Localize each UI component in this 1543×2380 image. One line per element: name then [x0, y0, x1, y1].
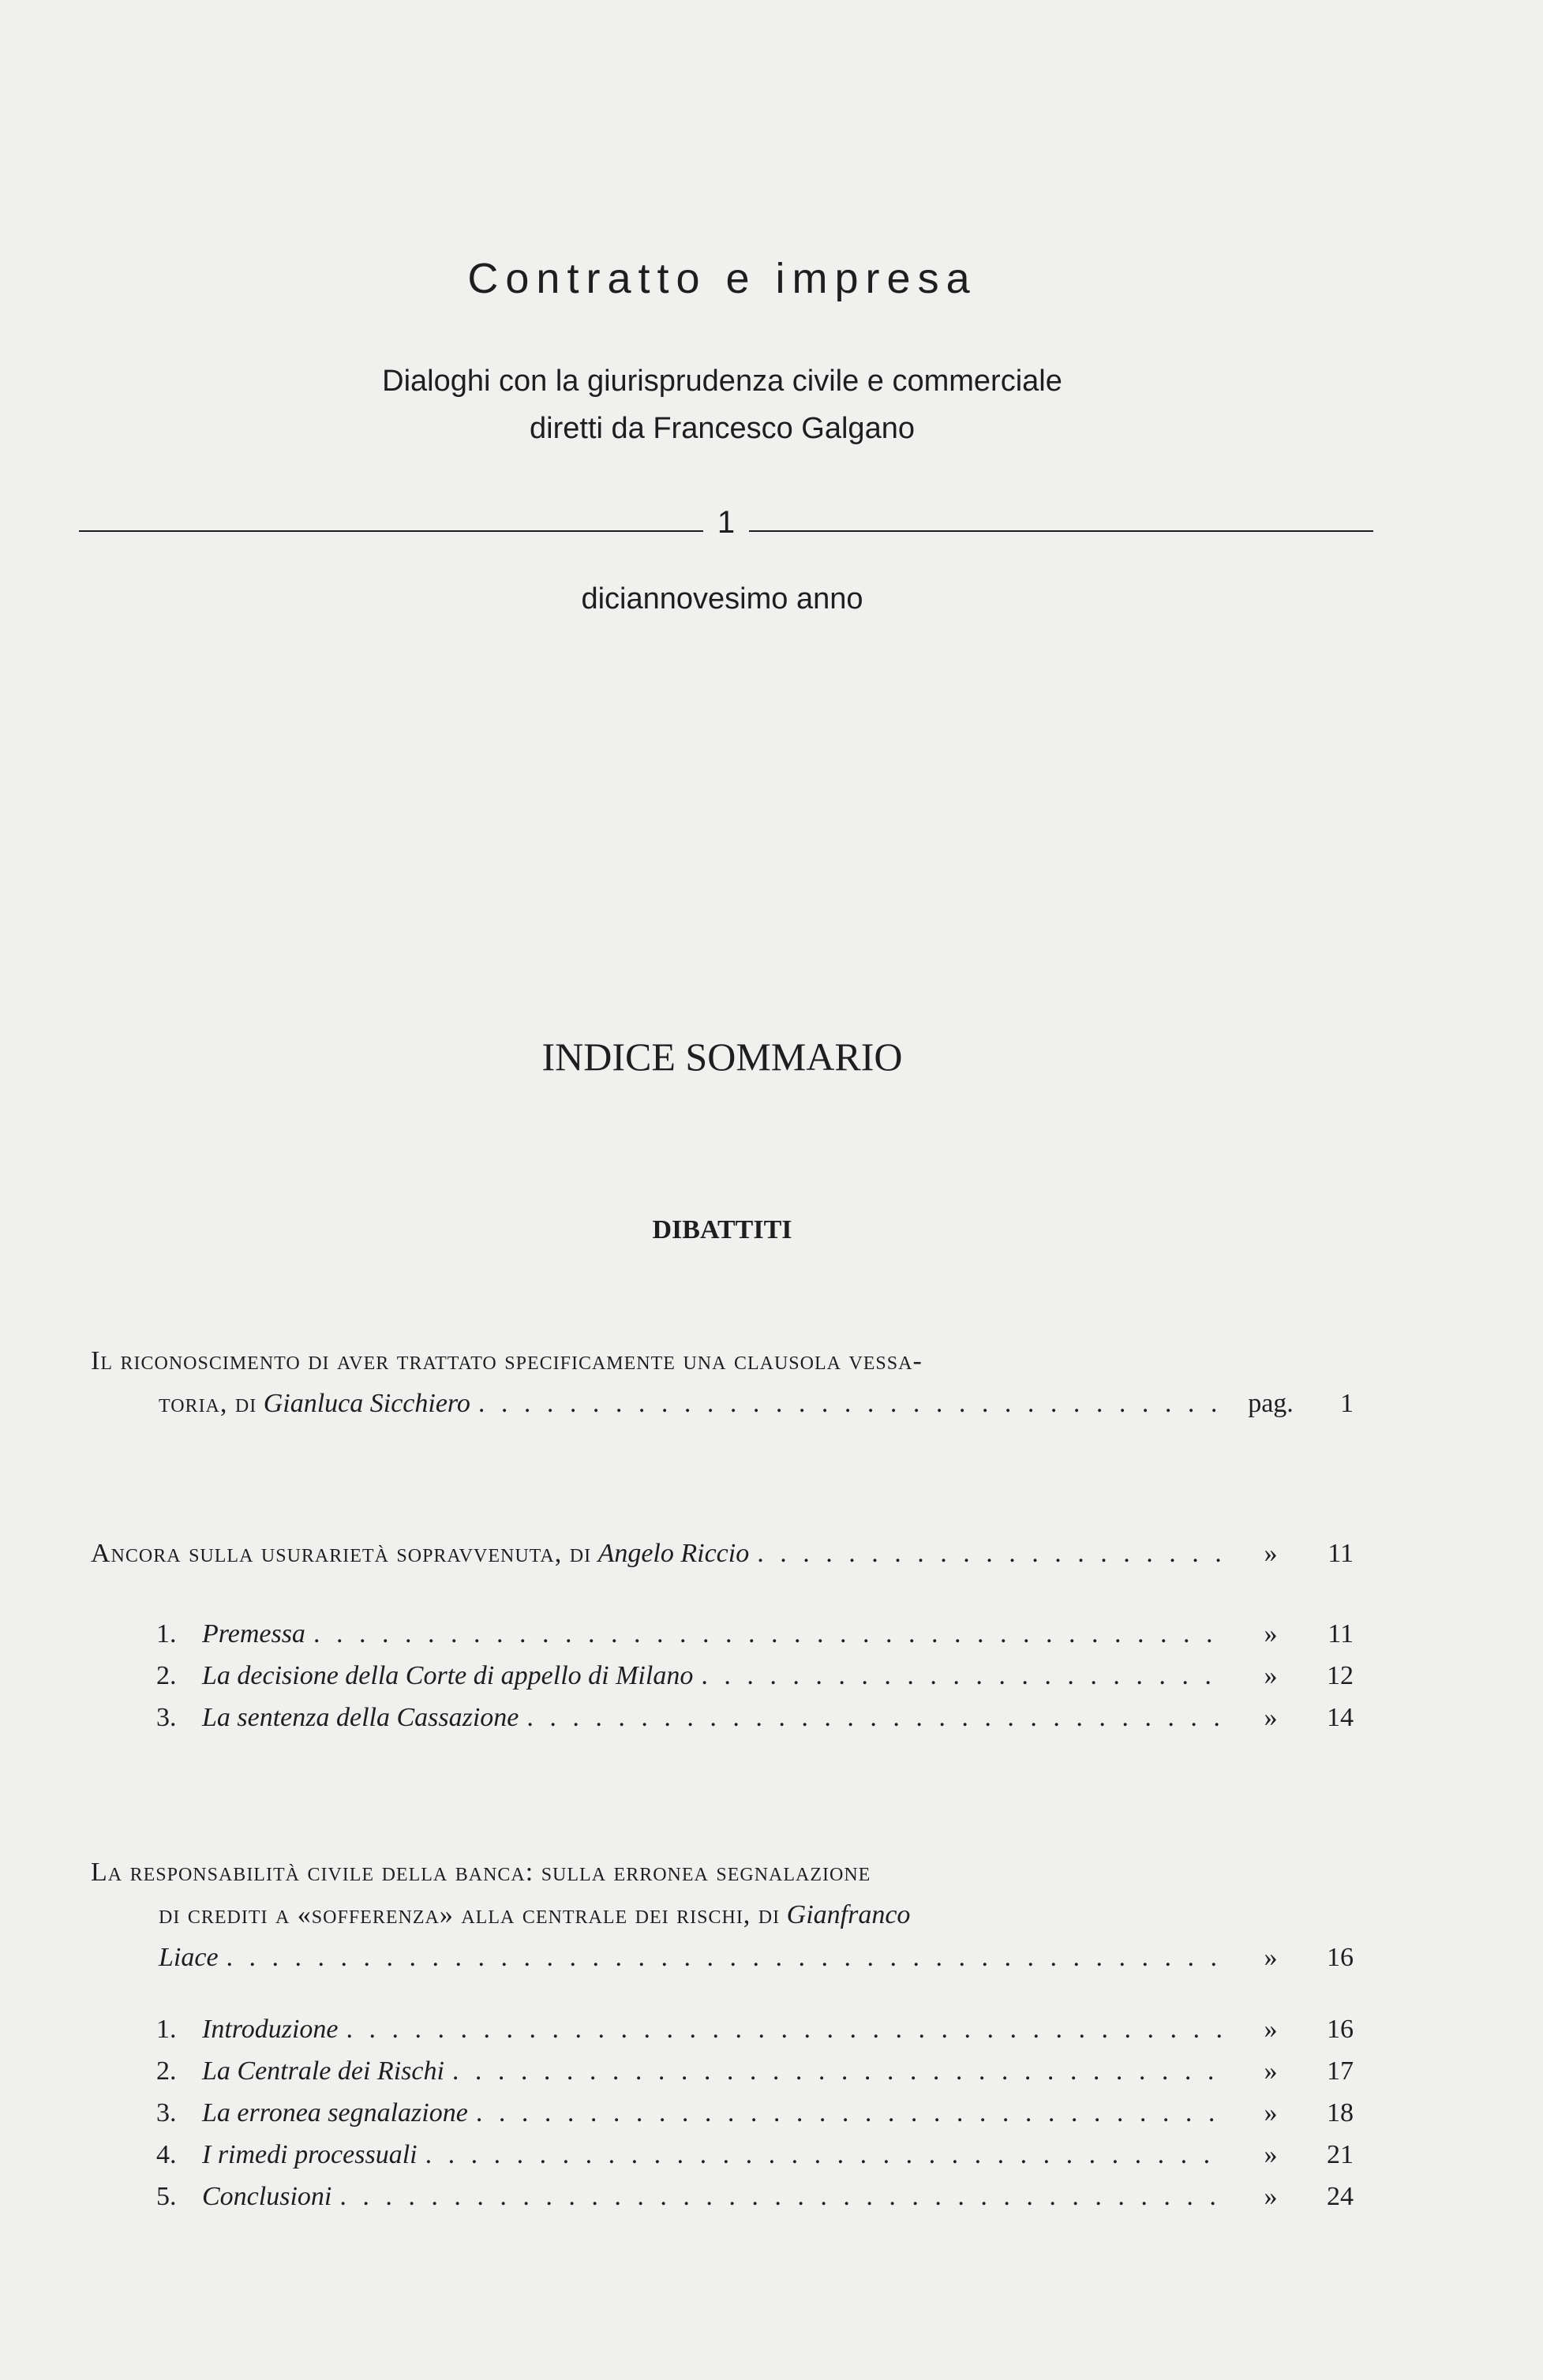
section-title: Introduzione: [202, 2015, 339, 2044]
journal-subtitle: Dialoghi con la giurisprudenza civile e commerciale: [382, 365, 1062, 398]
entry-title-continued: di crediti a «sofferenza» alla centrale dei rischi, di: [159, 1900, 781, 1929]
section-list: [156, 2015, 1354, 2224]
page-number: 16: [1327, 2015, 1354, 2044]
page-label: pag.: [1248, 1389, 1294, 1418]
page-mark: »: [1264, 2098, 1278, 2127]
dot-leader: [478, 1383, 1227, 1425]
section-title: La erronea segnalazione: [202, 2098, 468, 2127]
dot-leader: [313, 1619, 1227, 1649]
issue-divider: [79, 505, 1373, 541]
page-number: 21: [1327, 2140, 1354, 2169]
section-number: 3.: [156, 1703, 177, 1732]
section-number: 5.: [156, 2182, 177, 2211]
entry-author: Gianluca Sicchiero: [263, 1389, 470, 1418]
page-number: 24: [1327, 2182, 1354, 2211]
entry-author: Angelo Riccio: [597, 1539, 750, 1568]
toc-section-row: [156, 2056, 1354, 2098]
section-title: Premessa: [202, 1619, 305, 1648]
divider-rule-right: [749, 530, 1373, 532]
entry-title: La responsabilità civile della banca: sulla erronea segnalazione: [91, 1858, 871, 1887]
section-number: 2.: [156, 2056, 177, 2086]
page-mark: »: [1264, 2015, 1278, 2044]
toc-entry: [91, 1340, 1354, 1425]
year-label: diciannovesimo anno: [581, 582, 863, 616]
section-number: 3.: [156, 2098, 177, 2127]
entry-title: Il riconoscimento di aver trattato specificamente una clausola vessa-: [91, 1346, 923, 1375]
toc-section-row: [156, 2015, 1354, 2056]
page-number: 1: [1340, 1389, 1354, 1418]
page-number: 12: [1327, 1661, 1354, 1690]
dot-leader: [452, 2056, 1227, 2086]
section-number: 1.: [156, 2015, 177, 2044]
page-mark: »: [1264, 1703, 1278, 1732]
section-list: [156, 1619, 1354, 1745]
section-heading: DIBATTITI: [652, 1215, 792, 1244]
page-number: 18: [1327, 2098, 1354, 2127]
section-number: 1.: [156, 1619, 177, 1648]
entry-title-continued: toria, di: [159, 1389, 257, 1418]
toc-section-row: [156, 1703, 1354, 1745]
entry-title: Ancora sulla usurarietà sopravvenuta, di: [91, 1539, 592, 1568]
issue-number: 1: [717, 505, 736, 540]
divider-rule-left: [79, 530, 703, 532]
toc-section-row: [156, 1661, 1354, 1703]
section-title: La sentenza della Cassazione: [202, 1703, 519, 1732]
toc-entry: [91, 1851, 1354, 1979]
dot-leader: [425, 2140, 1227, 2170]
index-heading: INDICE SOMMARIO: [541, 1035, 903, 1079]
page-mark: »: [1264, 1619, 1278, 1648]
page-mark: »: [1264, 2182, 1278, 2211]
dot-leader: [346, 2015, 1227, 2045]
dot-leader: [227, 1937, 1227, 1979]
dot-leader: [757, 1532, 1227, 1575]
toc-entry: [91, 1532, 1354, 1575]
journal-title: Contratto e impresa: [467, 255, 977, 302]
dot-leader: [339, 2182, 1227, 2212]
page-number: 11: [1328, 1619, 1354, 1648]
page-mark: »: [1264, 1661, 1278, 1690]
page-mark: »: [1264, 2140, 1278, 2169]
page-mark: »: [1264, 2056, 1278, 2086]
toc-section-row: [156, 2140, 1354, 2182]
dot-leader: [701, 1661, 1227, 1691]
entry-author-continued: Liace: [159, 1943, 219, 1972]
section-title: La decisione della Corte di appello di Milano: [202, 1661, 694, 1690]
page-label: »: [1264, 1539, 1278, 1568]
section-number: 4.: [156, 2140, 177, 2169]
section-title: I rimedi processuali: [202, 2140, 418, 2169]
section-title: Conclusioni: [202, 2182, 332, 2211]
entry-author: Gianfranco: [786, 1900, 911, 1929]
section-number: 2.: [156, 1661, 177, 1690]
toc-section-row: [156, 1619, 1354, 1661]
page-number: 11: [1328, 1539, 1354, 1568]
page-number: 14: [1327, 1703, 1354, 1732]
section-title: La Centrale dei Rischi: [202, 2056, 444, 2086]
page-number: 17: [1327, 2056, 1354, 2086]
page-number: 16: [1327, 1943, 1354, 1972]
toc-section-row: [156, 2182, 1354, 2224]
dot-leader: [476, 2098, 1227, 2128]
dot-leader: [526, 1703, 1227, 1733]
journal-editors: diretti da Francesco Galgano: [530, 412, 915, 445]
page-label: »: [1264, 1943, 1278, 1972]
toc-section-row: [156, 2098, 1354, 2140]
